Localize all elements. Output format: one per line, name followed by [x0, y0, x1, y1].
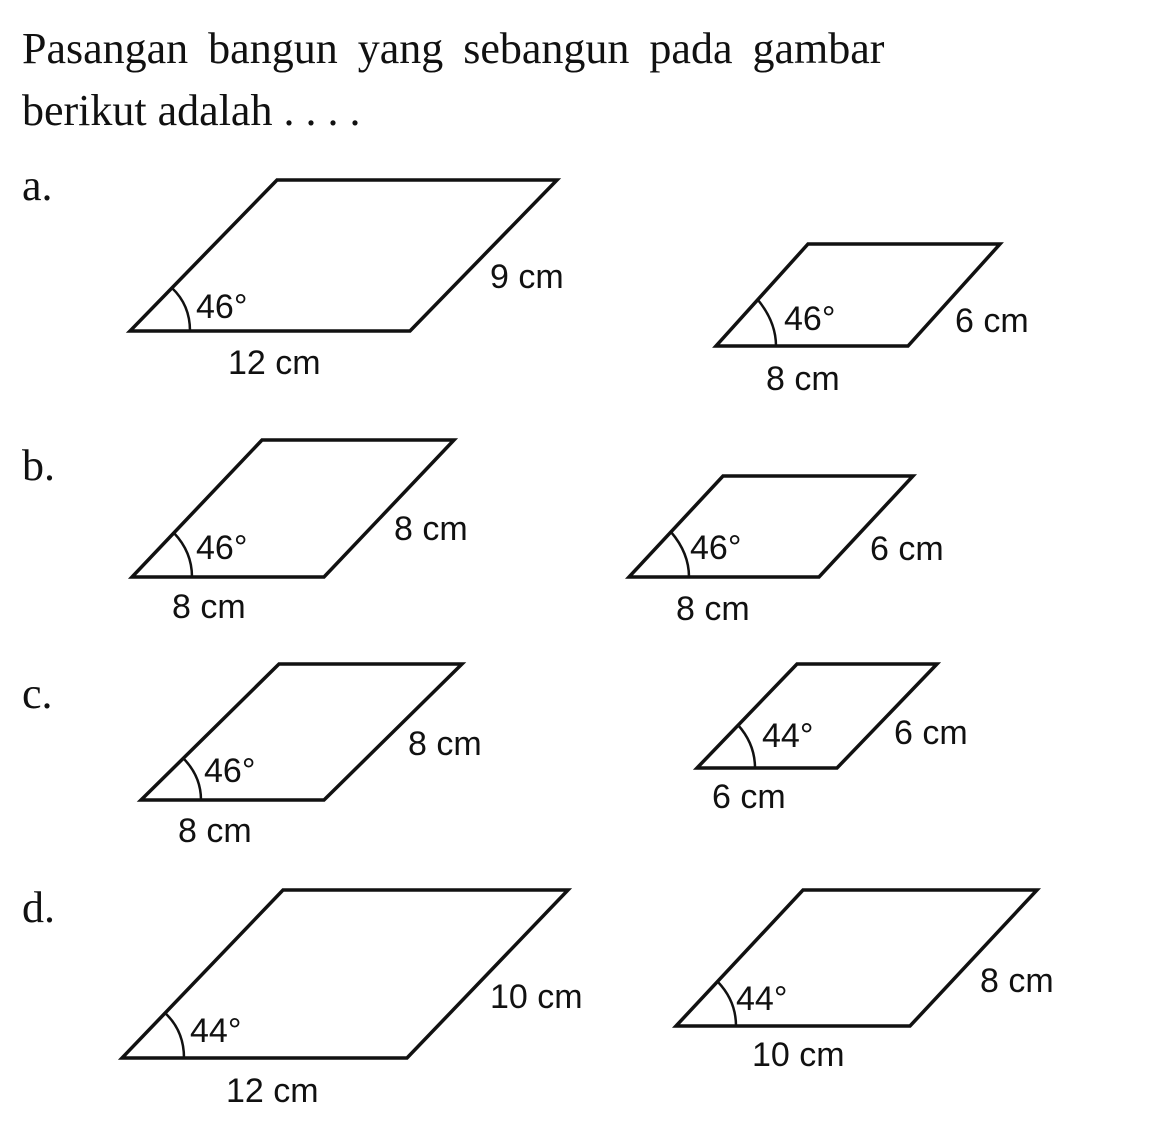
angle-label: 44°: [190, 1012, 242, 1050]
option-c-letter: c.: [22, 669, 53, 718]
option-a-letter: a.: [22, 161, 53, 210]
parallelogram: [132, 440, 454, 577]
side-label: 9 cm: [490, 258, 564, 296]
question-line-1: Pasangan bangun yang sebangun pada gambar: [22, 24, 885, 73]
option-a-shape-2: [716, 244, 1029, 398]
angle-arc: [174, 533, 192, 577]
option-b-shape-2: [629, 476, 944, 628]
angle-arc: [738, 725, 755, 768]
base-label: 12 cm: [228, 344, 321, 382]
option-b-letter: b.: [22, 441, 55, 490]
side-label: 10 cm: [490, 978, 583, 1016]
base-label: 8 cm: [178, 812, 252, 850]
base-label: 8 cm: [766, 360, 840, 398]
option-a-shape-1: [130, 180, 564, 382]
angle-label: 44°: [762, 717, 814, 755]
side-label: 6 cm: [870, 530, 944, 568]
angle-arc: [183, 758, 201, 800]
angle-arc: [164, 1012, 184, 1058]
angle-label: 46°: [196, 529, 248, 567]
side-label: 8 cm: [394, 510, 468, 548]
base-label: 10 cm: [752, 1036, 845, 1074]
option-d-shape-2: [676, 890, 1054, 1074]
base-label: 6 cm: [712, 778, 786, 816]
side-label: 6 cm: [955, 302, 1029, 340]
angle-label: 46°: [690, 529, 742, 567]
option-b-shape-1: [132, 440, 468, 626]
option-d-shape-1: [122, 890, 583, 1110]
option-c-shape-2: [697, 664, 968, 816]
side-label: 8 cm: [980, 962, 1054, 1000]
angle-arc: [758, 300, 776, 346]
base-label: 8 cm: [676, 590, 750, 628]
base-label: 8 cm: [172, 588, 246, 626]
angle-arc: [671, 532, 689, 577]
option-c-shape-1: [141, 664, 482, 850]
question-line-2: berikut adalah . . . .: [22, 86, 361, 135]
angle-label: 44°: [736, 980, 788, 1018]
angle-arc: [172, 288, 190, 331]
parallelogram: [676, 890, 1037, 1026]
parallelogram: [130, 180, 557, 331]
option-d-letter: d.: [22, 883, 55, 932]
angle-label: 46°: [204, 752, 256, 790]
side-label: 6 cm: [894, 714, 968, 752]
parallelogram: [122, 890, 568, 1058]
angle-label: 46°: [196, 288, 248, 326]
angle-arc: [718, 982, 736, 1026]
base-label: 12 cm: [226, 1072, 319, 1110]
angle-label: 46°: [784, 300, 836, 338]
side-label: 8 cm: [408, 725, 482, 763]
